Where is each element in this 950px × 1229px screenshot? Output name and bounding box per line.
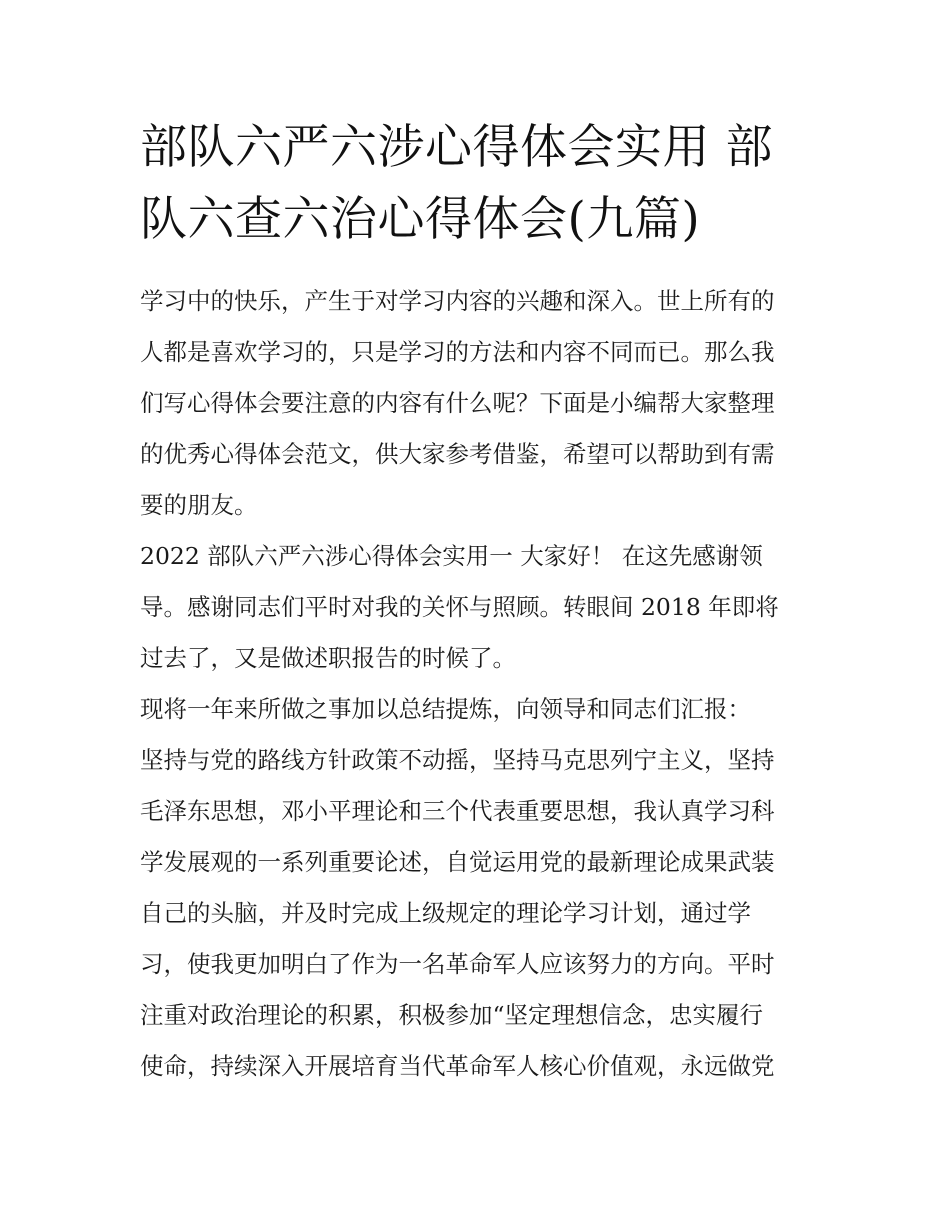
body-line: 习，使我更加明白了作为一名革命军人应该努力的方向。平时 <box>140 950 775 978</box>
document-body <box>140 276 820 1092</box>
body-line: 人都是喜欢学习的，只是学习的方法和内容不同而已。那么我 <box>140 338 775 366</box>
body-line: 学发展观的一系列重要论述，自觉运用党的最新理论成果武装 <box>140 848 775 876</box>
title-line-1: 部队六严六涉心得体会实用 部 <box>140 120 773 175</box>
body-line: 毛泽东思想，邓小平理论和三个代表重要思想，我认真学习科 <box>140 797 775 825</box>
title-line-2: 队六查六治心得体会(九篇) <box>140 192 701 247</box>
document-title <box>140 112 820 256</box>
body-line: 坚持与党的路线方针政策不动摇，坚持马克思列宁主义，坚持 <box>140 746 775 774</box>
body-line: 们写心得体会要注意的内容有什么呢？下面是小编帮大家整理 <box>140 389 775 417</box>
body-line: 2022 部队六严六涉心得体会实用一 大家好！ 在这先感谢领 <box>140 542 763 570</box>
body-line: 过去了，又是做述职报告的时候了。 <box>140 644 516 672</box>
body-line: 自己的头脑，并及时完成上级规定的理论学习计划，通过学 <box>140 899 751 927</box>
body-line: 注重对政治理论的积累，积极参加“坚定理想信念，忠实履行 <box>140 1001 764 1029</box>
body-line: 要的朋友。 <box>140 491 258 519</box>
body-line: 现将一年来所做之事加以总结提炼，向领导和同志们汇报： <box>140 695 751 723</box>
body-line: 使命，持续深入开展培育当代革命军人核心价值观，永远做党 <box>140 1052 775 1080</box>
body-line: 学习中的快乐，产生于对学习内容的兴趣和深入。世上所有的 <box>140 287 775 315</box>
body-line: 的优秀心得体会范文，供大家参考借鉴，希望可以帮助到有需 <box>140 440 775 468</box>
body-line: 导。感谢同志们平时对我的关怀与照顾。转眼间 2018 年即将 <box>140 593 779 621</box>
